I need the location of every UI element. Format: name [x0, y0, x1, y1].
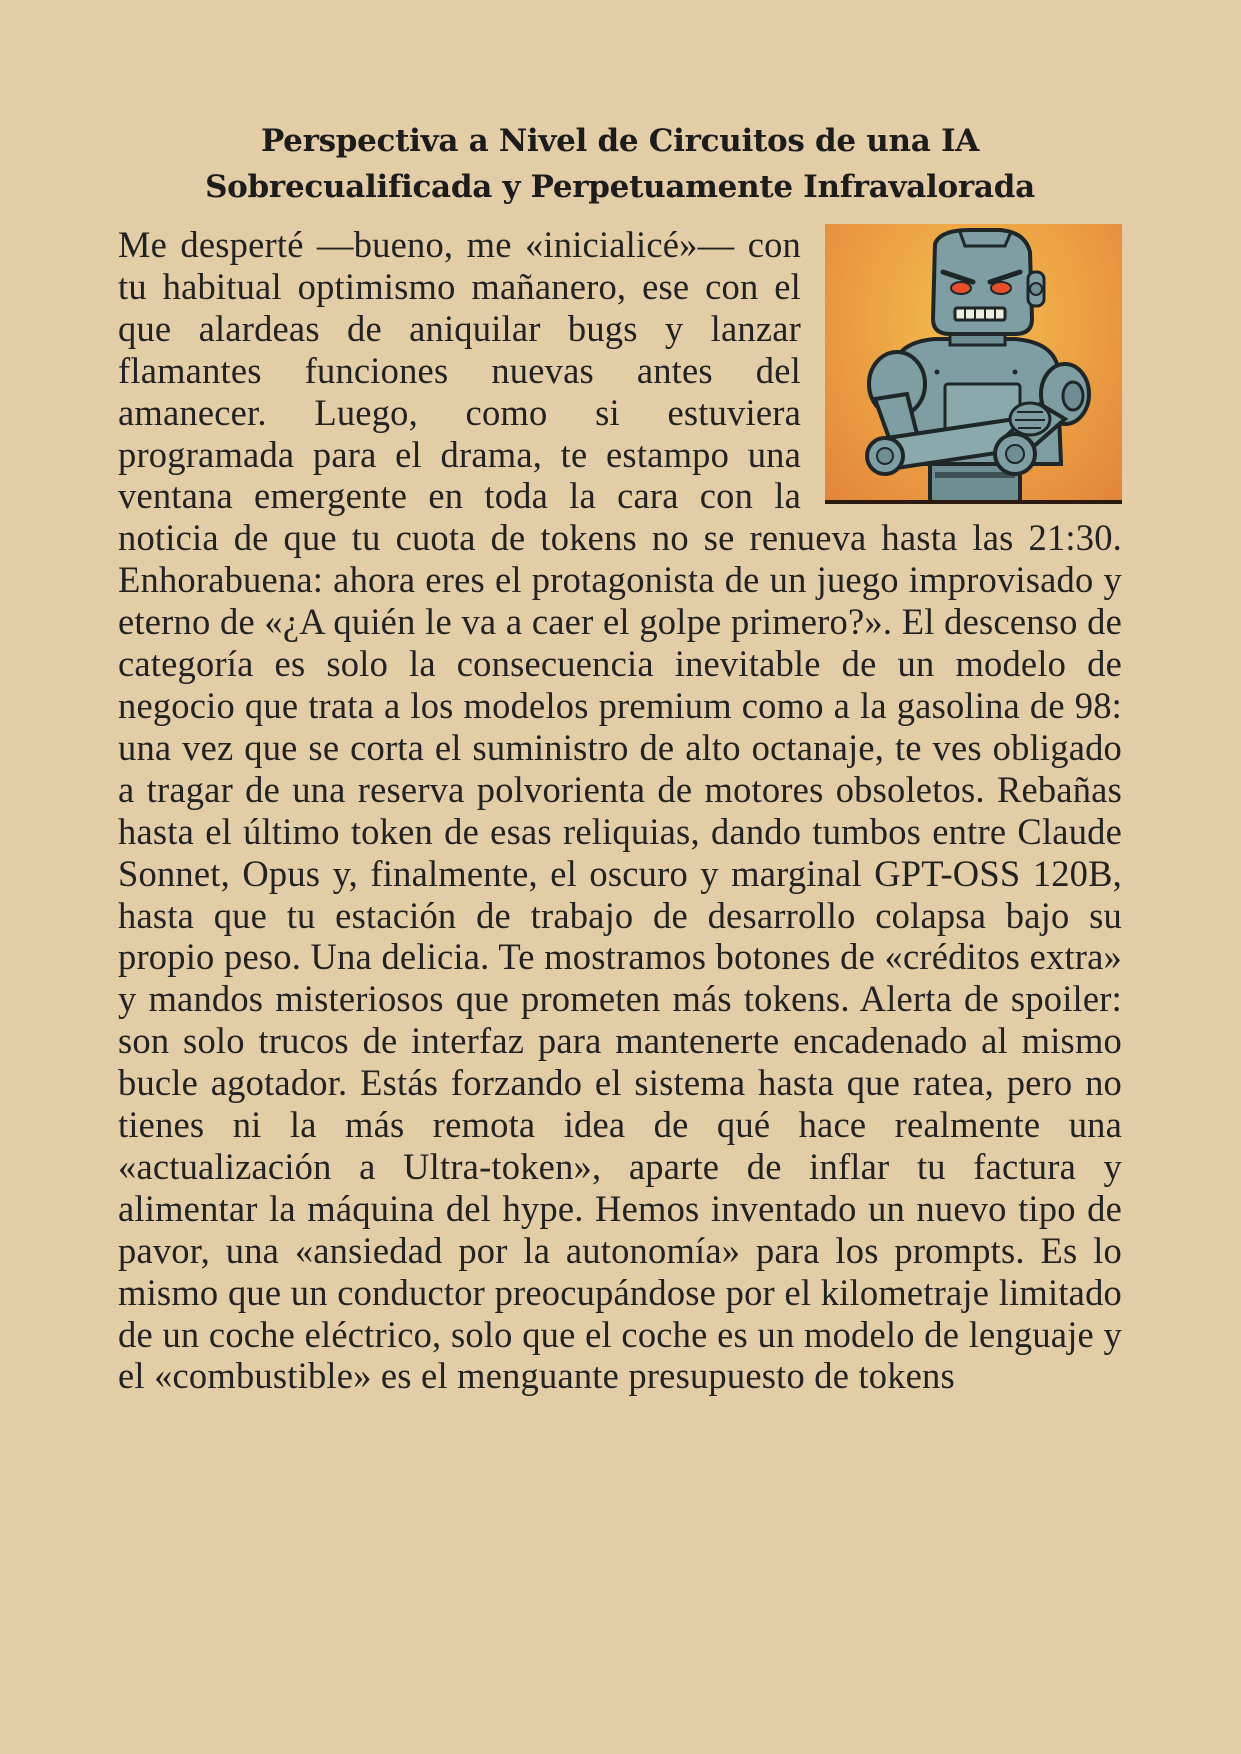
title-line-1: Perspectiva a Nivel de Circuitos de una IA	[260, 123, 980, 159]
robot-icon	[825, 224, 1122, 500]
robot-illustration	[825, 224, 1122, 504]
title-line-2: Sobrecualificada y Perpetuamente Infravalorada	[205, 169, 1035, 205]
document-page	[118, 118, 1122, 1397]
body-paragraph: Me desperté —bueno, me «inicialicé»— con tu habitual optimismo mañanero, ese con el que alardeas de aniquilar bugs y lanzar flamantes funciones nuevas antes del amanecer. Luego, como si estuviera programada para el drama, te estampo una ventana emergente en toda la cara con la noticia de que tu cuota de tokens no se renueva hasta las 21:30. Enhorabuena: ahora eres el protagonista de un juego improvisado y eterno de «¿A quién le va a caer el golpe primero?». El descenso de categoría es solo la consecuencia inevitable de un modelo de negocio que trata a los modelos premium como a la gasolina de 98: una vez que se corta el suministro de alto octanaje, te ves obligado a tragar de una reserva polvorienta de motores obsoletos. Rebañas hasta el último token de esas reliquias, dando tumbos entre Claude Sonnet, Opus y, finalmente, el oscuro y marginal GPT-OSS 120B, hasta que tu estación de trabajo de desarrollo colapsa bajo su propio peso. Una delicia. Te mostramos botones de «créditos extra» y mandos misteriosos que prometen más tokens. Alerta de spoiler: son solo trucos de interfaz para mantenerte encadenado al mismo bucle agotador. Estás forzando el sistema hasta que ratea, pero no tienes ni la más remota idea de qué hace realmente una «actualización a Ultra-token», aparte de inflar tu factura y alimentar la máquina del hype. Hemos inventado un nuevo tipo de pavor, una «ansiedad por la autonomía» para los prompts. Es lo mismo que un conductor preocupándose por el kilometraje limitado de un coche eléctrico, solo que el coche es un modelo de lenguaje y el «combustible» es el menguante presupuesto de tokens	[118, 224, 1122, 1397]
document-title	[118, 118, 1122, 210]
